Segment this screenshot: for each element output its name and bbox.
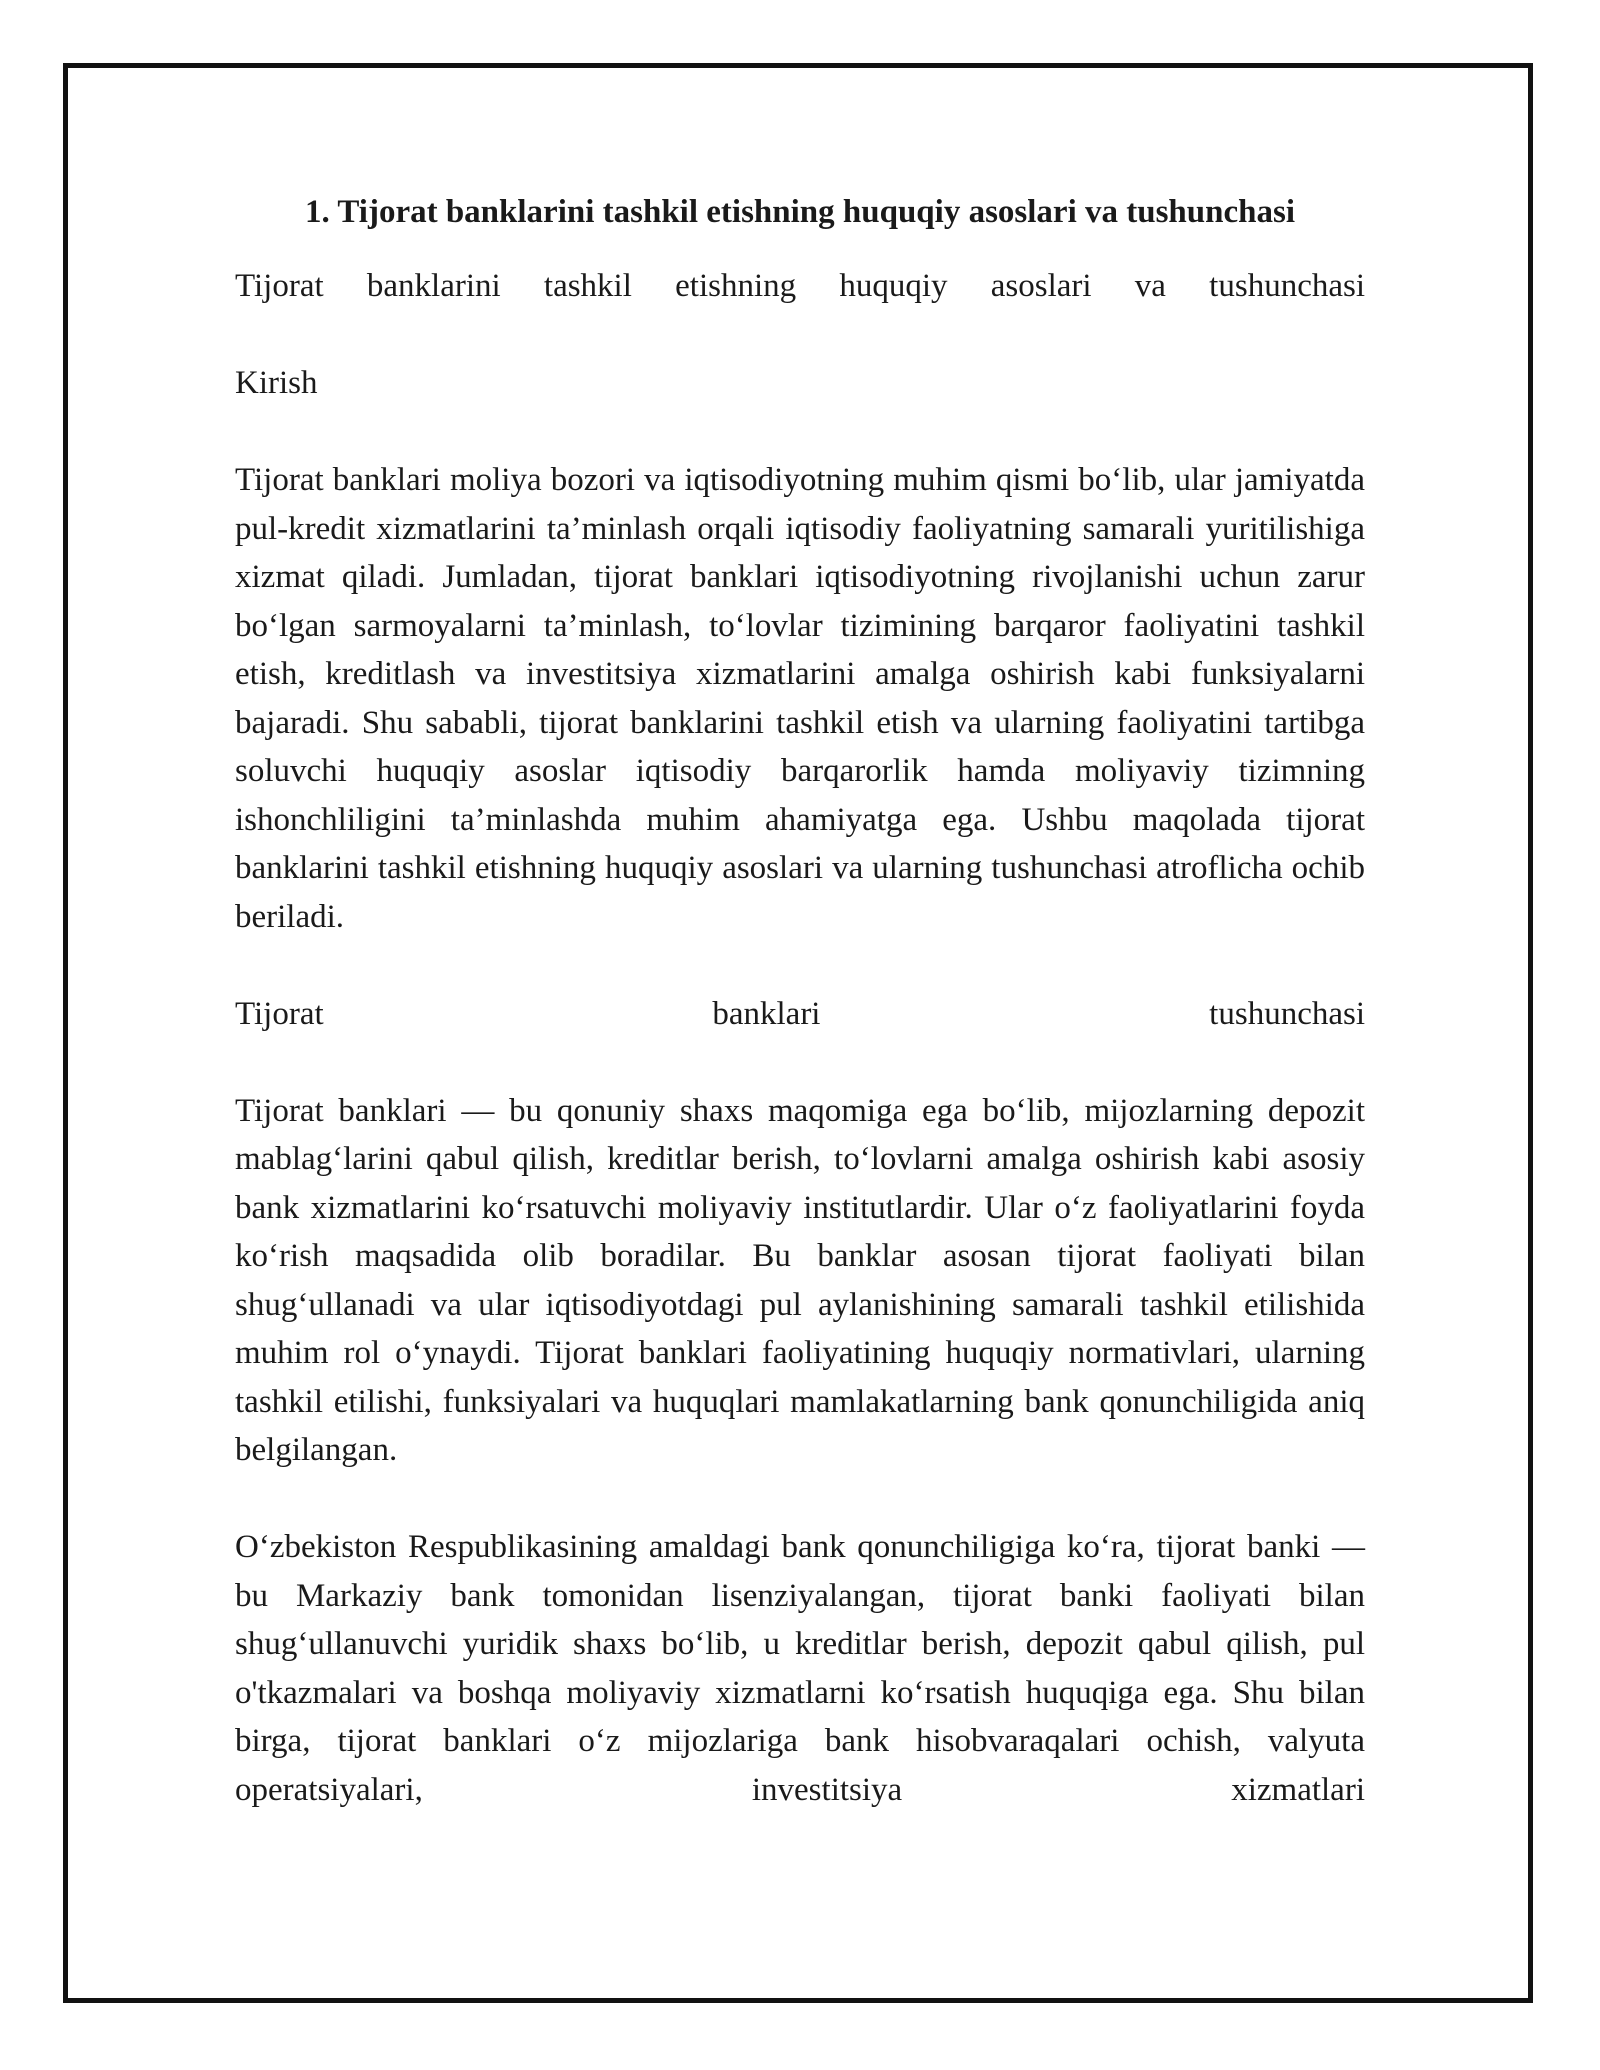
intro-paragraph: Tijorat banklari moliya bozori va iqtisodiyotning muhim qismi bo‘lib, ular jamiyatda pul-kredit xizmatlarini ta’minlash orqali iqtisodiy faoliyatning samarali yuritilishiga xizmat qiladi. Jumladan, tijorat banklari iqtisodiyotning rivojlanishi uchun zarur bo‘lgan sarmoyalarni ta’minlash, to‘lovlar tizimining barqaror faoliyatini tashkil etish, kreditlash va investitsiya xizmatlarini amalga oshirish kabi funksiyalarni bajaradi. Shu sababli, tijorat banklarini tashkil etish va ularning faoliyatini tartibga soluvchi huquqiy asoslar iqtisodiy barqarorlik hamda moliyaviy tizimning ishonchliligini ta’minlashda muhim ahamiyatga ega. Ushbu maqolada tijorat banklarini tashkil etishning huquqiy asoslari va ularning tushunchasi atroflicha ochib beriladi.	[235, 462, 1365, 935]
concept-heading: Tijorat banklari tushunchasi	[235, 995, 1365, 1032]
document-body	[235, 188, 1365, 1814]
document-subtitle: Tijorat banklarini tashkil etishning huquqiy asoslari va tushunchasi	[235, 268, 1365, 304]
document-title: 1. Tijorat banklarini tashkil etishning huquqiy asoslari va tushunchasi	[304, 194, 1296, 230]
spacer	[235, 408, 1365, 457]
law-paragraph: O‘zbekiston Respublikasining amaldagi bank qonunchiligiga ko‘ra, tijorat banki — bu Markaziy bank tomonidan lisenziyalangan, tijorat banki faoliyati bilan shug‘ullanuvchi yuridik shaxs bo‘lib, u kreditlar berish, depozit qabul qilish, pul o'tkazmalari va boshqa moliyaviy xizmatlarni ko‘rsatish huquqiga ega. Shu bilan birga, tijorat banklari o‘z mijozlariga bank hisobvaraqalari ochish, valyuta operatsiyalari, investitsiya xizmatlari	[235, 1529, 1365, 1808]
intro-heading: Kirish	[235, 365, 318, 401]
spacer	[235, 1475, 1365, 1524]
spacer	[235, 1038, 1365, 1087]
spacer	[235, 941, 1365, 990]
concept-paragraph: Tijorat banklari — bu qonuniy shaxs maqomiga ega bo‘lib, mijozlarning depozit mablag‘larini qabul qilish, kreditlar berish, to‘lovlarni amalga oshirish kabi asosiy bank xizmatlarini ko‘rsatuvchi moliyaviy institutlardir. Ular o‘z faoliyatlarini foyda ko‘rish maqsadida olib boradilar. Bu banklar asosan tijorat faoliyati bilan shug‘ullanadi va ular iqtisodiyotdagi pul aylanishining samarali tashkil etilishida muhim rol o‘ynaydi. Tijorat banklari faoliyatining huquqiy normativlari, ularning tashkil etilishi, funksiyalari va huquqlari mamlakatlarning bank qonunchiligida aniq belgilangan.	[235, 1092, 1365, 1468]
spacer	[235, 311, 1365, 360]
